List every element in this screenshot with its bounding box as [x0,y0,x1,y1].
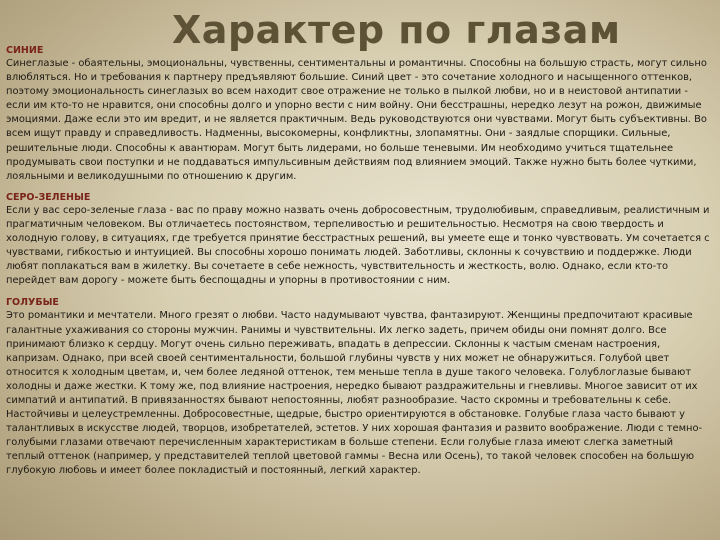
slide-content [6,44,710,479]
section-heading-blue: СИНИЕ [6,45,44,56]
section-text-light-blue: Это романтики и мечтатели. Много грезят о любви. Часто надумывают чувства, фантазируют. Женщины предпочитают красивые галантные ухаживания со стороны мужчин. Ранимы и чувствительны. Их легко задеть, причем обиды они помнят долго. Все принимают близко к сердцу. Могут очень сильно переживать, впадать в депрессии. Склонны к частым сменам настроения, капризам. Однако, при всей своей сентиментальности, большой глубины чувств у них может не обнаружиться. Голубой цвет относится к холодным цветам, и, чем более ледяной оттенок, тем меньше тепла в душе такого человека. Голублоглазые бывают холодны и даже жестки. К тому же, под влияние настроения, нередко бывают раздражительны и гневливы. Многое зависит от их симпатий и антипатий. В привязанностях бывают непостоянны, любят разнообразие. Часто скромны и требовательны к себе. Настойчивы и целеустремленны. Добросовестные, щедрые, быстро ориентируются в обстановке. Голубые глаза часто бывают у талантливых в искусстве людей, творцов, изобретателей, эстетов. У них хорошая фантазия и развито воображение. Люди с темно-голубыми глазами отвечают перечисленным характеристикам в больше степени. Если голубые глаза имеют слегка заметный теплый оттенок (например, у представителей теплой цветовой гаммы - Весна или Осень), то такой человек способен на большую глубокую любовь и имеет более покладистый и постоянный, легкий характер. [6,310,703,477]
slide-title: Характер по глазам [172,8,621,52]
section-text-grey-green: Если у вас серо-зеленые глаза - вас по праву можно назвать очень добросовестным, трудолюбивым, справедливым, реалистичным и прагматичным человеком. Вы отличаетесь постоянством, терпеливостью и решительностью. Несмотря на свою твердость и холодную голову, в ситуациях, где требуется принятие бесстрастных решений, вы умеете еще и тонко чувствовать. Ум сочетается с чувствами, гибкостью и интуицией. Вы способны хорошо понимать людей. Заботливы, склонны к сочувствию и поддержке. Люди любят поплакаться вам в жилетку. Вы сочетаете в себе нежность, чувствительность и жесткость, волю. Однако, если кто-то перейдет вам дорогу - можете быть беспощадны и упорны в противостоянии с ним. [6,204,710,287]
section-heading-light-blue: ГОЛУБЫЕ [6,297,59,309]
section-heading-grey-green: СЕРО-ЗЕЛЕНЫЕ [6,191,91,203]
section-text-blue: Синеглазые - обаятельны, эмоциональны, чувственны, сентиментальны и романтичны. Способны на большую страсть, могут сильно влюбляться. Но и требования к партнеру предъявляют большие. Синий цвет - это сочетание холодного и насыщенного оттенков, поэтому эмоциональность синеглазых во всем находит свое отражение не только в пылкой любви, но и в неистовой антипатии - если им кто-то не нравится, они способны долго и упорно вести с ним войну. Они бесстрашны, нередко лезут на рожон, движимые эмоциями. Даже если это им вредит, и не является практичным. Ведь руководствуются они чувствами. Могут быть субъективны. Во всем ищут правду и справедливость. Надменны, высокомерны, конфликтны, злопамятны. Они - заядлые спорщики. Сильные, решительные люди. Способны к авантюрам. Могут быть лидерами, но больше теневыми. Им необходимо учиться тщательнее продумывать свои поступки и не поддаваться импульсивным действиям под влиянием эмоций. Также нужно быть более чуткими, лояльными и великодушными по отношению к другим. [6,58,707,182]
